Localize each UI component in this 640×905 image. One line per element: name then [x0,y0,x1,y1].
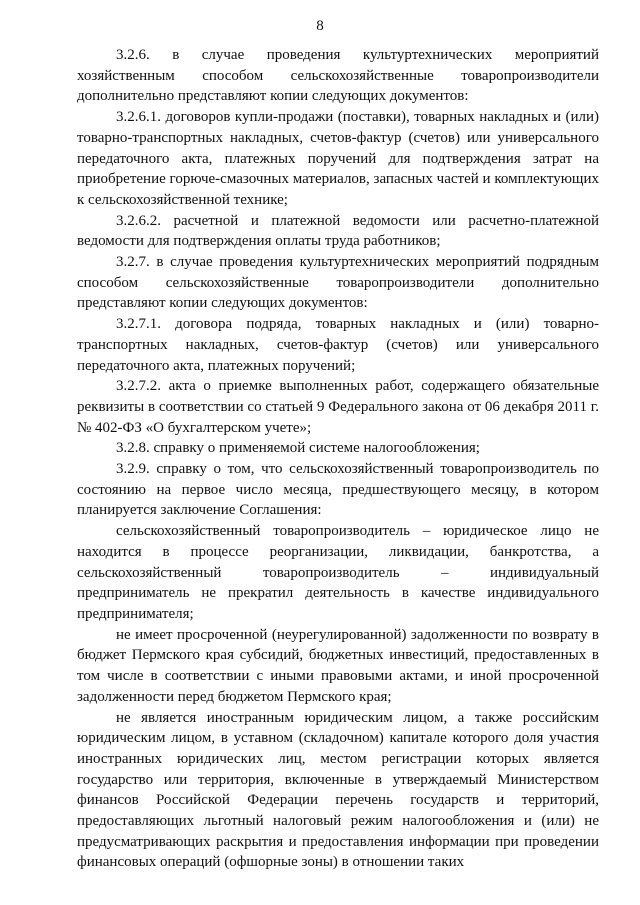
paragraph-3-2-7-2: 3.2.7.2. акта о приемке выполненных работ, содержащего обязательные реквизиты в соответствии со статьей 9 Федерального закона от 06 декабря 2011 г. № 402-ФЗ «О бухгалтерском учете»; [77,378,599,436]
paragraph-3-2-8: 3.2.8. справку о применяемой системе налогообложения; [116,440,480,457]
paragraph-3-2-6-2: 3.2.6.2. расчетной и платежной ведомости или расчетно-платежной ведомости для подтверждения оплаты труда работников; [77,212,599,250]
paragraph-3-2-7: 3.2.7. в случае проведения культуртехнических мероприятий подрядным способом сельскохозяйственные товаропроизводители дополнительно представляют копии следующих документов: [77,254,599,312]
page-number: 8 [316,18,324,34]
document-body [77,45,599,873]
paragraph-3-2-6: 3.2.6. в случае проведения культуртехнических мероприятий хозяйственным способом сельскохозяйственные товаропроизводители дополнительно представляют копии следующих документов: [77,47,599,105]
condition-no-overdue-debt: не имеет просроченной (неурегулированной) задолженности по возврату в бюджет Пермского края субсидий, бюджетных инвестиций, предоставленных в том числе в соответствии с иными правовыми актами, и иной просроченной задолженности перед бюджетом Пермского края; [77,626,599,705]
condition-not-reorganizing: сельскохозяйственный товаропроизводитель – юридическое лицо не находится в процессе реорганизации, ликвидации, банкротства, а сельскохозяйственный товаропроизводитель – индивидуальный предприниматель не прекратил деятельность в качестве индивидуального предпринимателя; [77,523,599,622]
paragraph-3-2-6-1: 3.2.6.1. договоров купли-продажи (поставки), товарных накладных и (или) товарно-транспортных накладных, счетов-фактур (счетов) или универсального передаточного акта, платежных поручений для подтверждения затрат на приобретение горюче-смазочных материалов, запасных частей и комплектующих к сельскохозяйственной технике; [77,109,599,208]
paragraph-3-2-9: 3.2.9. справку о том, что сельскохозяйственный товаропроизводитель по состоянию на первое число месяца, предшествующего месяцу, в котором планируется заключение Соглашения: [77,461,599,519]
condition-not-foreign-entity: не является иностранным юридическим лицом, а также российским юридическим лицом, в уставном (складочном) капитале которого доля участия иностранных юридических лиц, местом регистрации которых является государство или территория, включенные в утверждаемый Министерством финансов Российской Федерации перечень государств и территорий, предоставляющих льготный налоговый режим налогообложения и (или) не предусматривающих раскрытия и предоставления информации при проведении финансовых операций (офшорные зоны) в отношении таких [77,709,599,871]
paragraph-3-2-7-1: 3.2.7.1. договора подряда, товарных накладных и (или) товарно-транспортных накладных, счетов-фактур (счетов) или универсального передаточного акта, платежных поручений; [77,316,599,374]
